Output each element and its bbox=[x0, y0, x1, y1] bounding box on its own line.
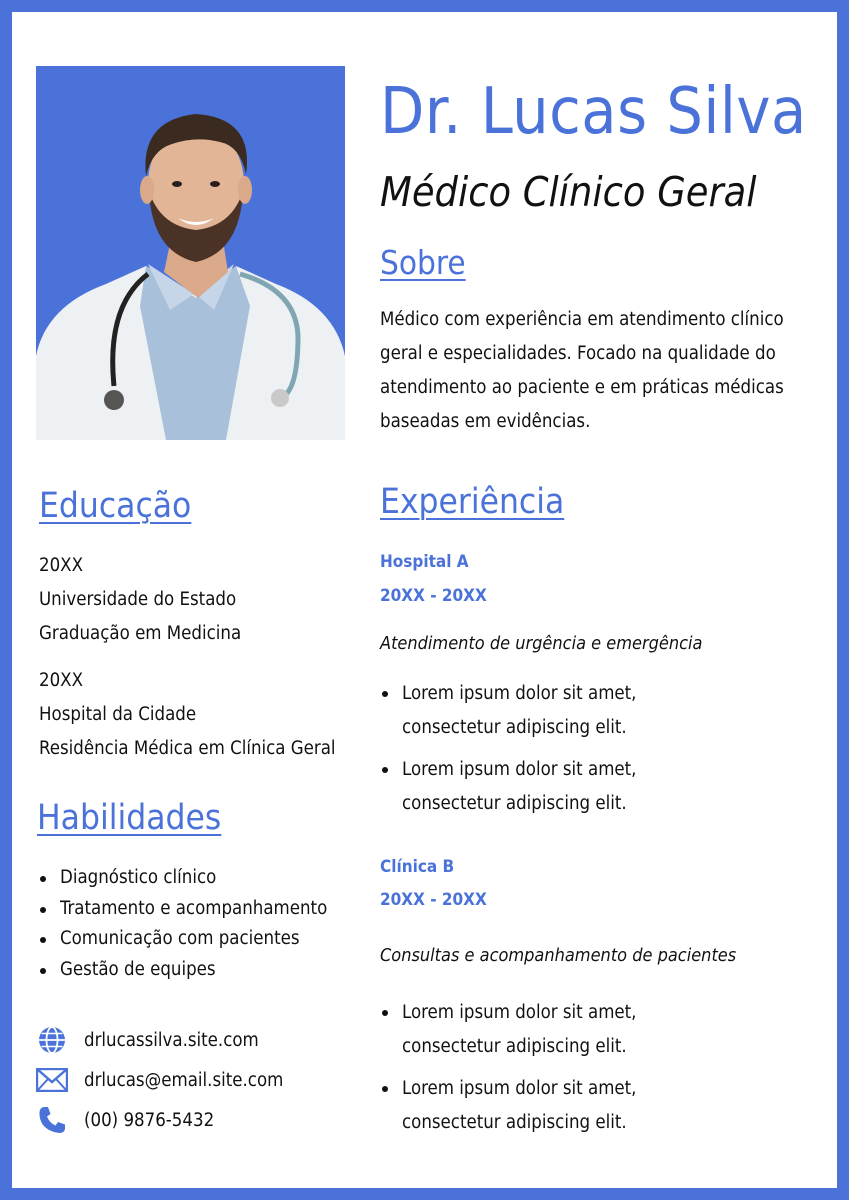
envelope-icon bbox=[36, 1064, 68, 1096]
phone-icon bbox=[36, 1104, 68, 1136]
job-bullet bbox=[380, 677, 636, 745]
skill-item: Gestão de equipes bbox=[38, 955, 327, 986]
job-bullet bbox=[380, 753, 636, 821]
skill-item: Diagnóstico clínico bbox=[38, 863, 327, 894]
about-line: atendimento ao paciente e em práticas médicas bbox=[380, 377, 784, 398]
education-year: 20XX bbox=[39, 670, 83, 691]
globe-icon bbox=[36, 1024, 68, 1056]
website-link[interactable]: drlucassilva.site.com bbox=[84, 1029, 259, 1051]
job-company: Hospital A bbox=[380, 552, 469, 572]
job-bullet bbox=[380, 1072, 636, 1140]
job-bullet-list bbox=[380, 996, 636, 1148]
doctor-portrait-image bbox=[36, 66, 345, 440]
phone-number[interactable]: (00) 9876-5432 bbox=[84, 1109, 215, 1131]
bullet-line: consectetur adipiscing elit. bbox=[402, 793, 627, 814]
education-institution: Universidade do Estado bbox=[39, 589, 237, 610]
doctor-name: Dr. Lucas Silva bbox=[380, 75, 807, 149]
education-entry bbox=[39, 664, 336, 766]
bullet-line: Lorem ipsum dolor sit amet, bbox=[402, 759, 637, 780]
job-bullet-list bbox=[380, 677, 636, 829]
bullet-line: consectetur adipiscing elit. bbox=[402, 717, 627, 738]
experience-heading: Experiência bbox=[380, 482, 565, 522]
resume-page bbox=[12, 12, 837, 1188]
about-line: geral e especialidades. Focado na qualidade do bbox=[380, 343, 776, 364]
job-title: Médico Clínico Geral bbox=[380, 168, 757, 216]
education-institution: Hospital da Cidade bbox=[39, 704, 197, 725]
about-text bbox=[380, 303, 784, 439]
contact-phone[interactable] bbox=[36, 1104, 214, 1136]
job-company: Clínica B bbox=[380, 857, 455, 877]
contact-website[interactable] bbox=[36, 1024, 259, 1056]
about-heading: Sobre bbox=[380, 243, 466, 282]
skill-item: Tratamento e acompanhamento bbox=[38, 894, 327, 925]
email-link[interactable]: drlucas@email.site.com bbox=[84, 1069, 284, 1091]
bullet-line: Lorem ipsum dolor sit amet, bbox=[402, 683, 637, 704]
skills-heading: Habilidades bbox=[37, 798, 222, 838]
bullet-line: Lorem ipsum dolor sit amet, bbox=[402, 1078, 637, 1099]
job-role: Atendimento de urgência e emergência bbox=[380, 633, 703, 654]
job-role: Consultas e acompanhamento de pacientes bbox=[380, 945, 737, 966]
bullet-line: consectetur adipiscing elit. bbox=[402, 1036, 627, 1057]
education-entry bbox=[39, 549, 241, 651]
job-bullet bbox=[380, 996, 636, 1064]
skill-item: Comunicação com pacientes bbox=[38, 924, 327, 955]
education-year: 20XX bbox=[39, 555, 83, 576]
about-line: Médico com experiência em atendimento clínico bbox=[380, 309, 784, 330]
profile-photo bbox=[36, 66, 345, 440]
job-dates: 20XX - 20XX bbox=[380, 586, 487, 606]
bullet-line: consectetur adipiscing elit. bbox=[402, 1112, 627, 1133]
skills-list bbox=[38, 863, 327, 985]
about-line: baseadas em evidências. bbox=[380, 411, 591, 432]
education-degree: Graduação em Medicina bbox=[39, 623, 242, 644]
bullet-line: Lorem ipsum dolor sit amet, bbox=[402, 1002, 637, 1023]
job-dates: 20XX - 20XX bbox=[380, 890, 487, 910]
contact-email[interactable] bbox=[36, 1064, 283, 1096]
education-degree: Residência Médica em Clínica Geral bbox=[39, 738, 336, 759]
education-heading: Educação bbox=[39, 486, 192, 526]
